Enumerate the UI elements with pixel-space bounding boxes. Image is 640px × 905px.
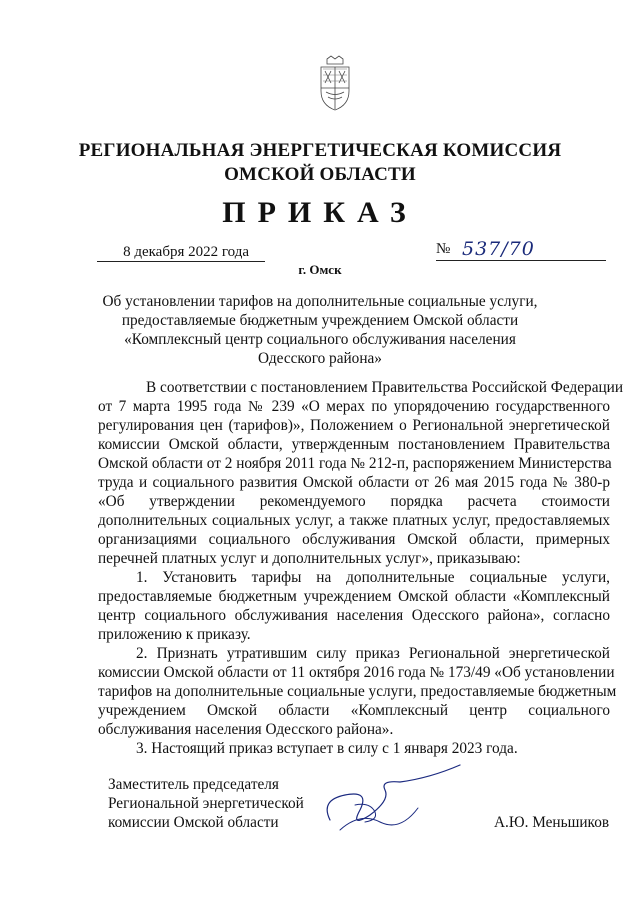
body-line: регулирования цен (тарифов)», Положением о Региональной энергетической	[98, 417, 610, 434]
body-line: комиссии Омской области, утвержденным постановлением Правительства	[98, 436, 610, 453]
signer-name: А.Ю. Меньшиков	[494, 814, 610, 831]
signer-position-line: комиссии Омской области	[108, 814, 279, 831]
document-number-line	[436, 239, 606, 261]
subject-line: предоставляемые бюджетным учреждением Омской области	[121, 312, 519, 329]
body-line: В соответствии с постановлением Правительства Российской Федерации	[146, 379, 624, 396]
document-date: 8 декабря 2022 года	[97, 243, 265, 262]
document-subject	[0, 292, 640, 368]
body-line: труда и социального развития Омской области от 26 мая 2015 года № 380-р	[98, 474, 610, 491]
subject-line: Одесского района»	[258, 350, 382, 367]
signer-position-line: Заместитель председателя	[108, 776, 279, 793]
document-type-title: ПРИКАЗ	[222, 196, 418, 229]
body-line: учреждением Омской области «Комплексный центр социального	[98, 702, 610, 719]
body-line: 1. Установить тарифы на дополнительные социальные услуги,	[136, 569, 610, 586]
body-line: дополнительных социальных услуг, а также платных услуг, предоставляемых	[98, 512, 610, 529]
coat-of-arms-emblem	[317, 55, 353, 111]
city-label: г. Омск	[298, 262, 342, 277]
body-line: центр социального обслуживания населения Одесского района», согласно	[98, 607, 610, 624]
body-line: обслуживания населения Одесского района».	[98, 721, 394, 738]
document-body	[98, 378, 624, 758]
signer-position	[108, 775, 304, 832]
handwritten-signature	[300, 760, 470, 840]
body-line: перечней платных услуг и дополнительных услуг», приказываю:	[98, 550, 521, 567]
body-line: приложению к приказу.	[98, 626, 251, 643]
document-number-handwritten: 537/70	[462, 238, 535, 260]
body-line: «Об утверждении рекомендуемого порядка расчета стоимости	[98, 493, 610, 510]
organization-name-line1: РЕГИОНАЛЬНАЯ ЭНЕРГЕТИЧЕСКАЯ КОМИССИЯ	[78, 140, 562, 161]
organization-name-line2: ОМСКОЙ ОБЛАСТИ	[224, 164, 416, 185]
signer-position-line: Региональной энергетической	[108, 795, 304, 812]
body-line: комиссии Омской области от 11 октября 2016 года № 173/49 «Об установлении	[98, 664, 615, 681]
body-line: Омской области от 2 ноября 2011 года № 212-п, распоряжением Министерства	[98, 455, 612, 472]
body-line: предоставляемые бюджетным учреждением Омской области «Комплексный	[98, 588, 610, 605]
subject-line: Об установлении тарифов на дополнительные социальные услуги,	[102, 293, 538, 310]
body-line: тарифов на дополнительные социальные услуги, предоставляемые бюджетным	[98, 683, 617, 700]
body-line: 3. Настоящий приказ вступает в силу с 1 января 2023 года.	[136, 740, 518, 757]
subject-line: «Комплексный центр социального обслуживания населения	[124, 331, 516, 348]
body-line: 2. Признать утратившим силу приказ Региональной энергетической	[136, 645, 610, 662]
body-line: организациями социального обслуживания Омской области, примерных	[98, 531, 610, 548]
number-sign: №	[436, 241, 451, 257]
body-line: от 7 марта 1995 года № 239 «О мерах по упорядочению государственного	[98, 398, 610, 415]
